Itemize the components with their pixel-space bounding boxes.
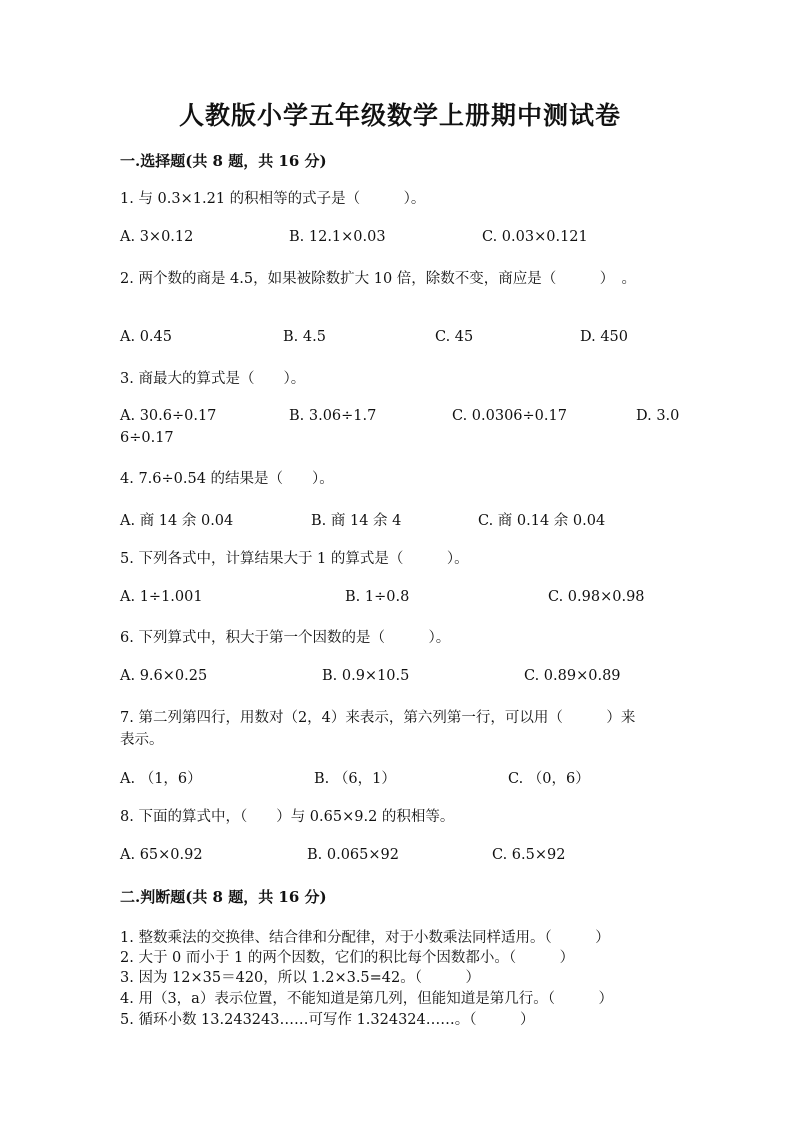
question-1-option-c: C. 0.03×0.121 — [482, 229, 588, 245]
question-1-option-a: A. 3×0.12 — [120, 229, 194, 245]
question-4-stem: 4. 7.6÷0.54 的结果是（ ）。 — [120, 471, 334, 487]
question-6-option-a: A. 9.6×0.25 — [120, 668, 208, 684]
question-2-option-c: C. 45 — [435, 329, 474, 345]
question-5-option-c: C. 0.98×0.98 — [548, 589, 645, 605]
true-false-item-4: 4. 用（3，a）表示位置，不能知道是第几列，但能知道是第几行。（ ） — [120, 991, 614, 1007]
question-3-option-c: C. 0.0306÷0.17 — [452, 408, 567, 424]
question-7-option-a: A. （1，6） — [120, 771, 202, 787]
question-3-option-b: B. 3.06÷1.7 — [289, 408, 377, 424]
question-1-stem: 1. 与 0.3×1.21 的积相等的式子是（ ）。 — [120, 191, 426, 207]
question-6-stem: 6. 下列算式中，积大于第一个因数的是（ ）。 — [120, 630, 451, 646]
question-6-option-b: B. 0.9×10.5 — [322, 668, 410, 684]
section-heading-true-false: 二.判断题(共 8 题，共 16 分) — [120, 888, 327, 906]
question-4-option-a: A. 商 14 余 0.04 — [120, 513, 234, 529]
question-7-option-b: B. （6，1） — [314, 771, 396, 787]
question-4-option-b: B. 商 14 余 4 — [311, 513, 402, 529]
page-title: 人教版小学五年级数学上册期中测试卷 — [178, 101, 621, 130]
question-8-option-a: A. 65×0.92 — [120, 847, 203, 863]
question-8-stem: 8. 下面的算式中，（ ）与 0.65×9.2 的积相等。 — [120, 809, 455, 825]
question-2-option-a: A. 0.45 — [120, 329, 172, 345]
question-3-option-d-continued: 6÷0.17 — [120, 430, 174, 446]
question-3-stem: 3. 商最大的算式是（ ）。 — [120, 371, 306, 387]
true-false-item-5: 5. 循环小数 13.243243……可写作 1.324324……。（ ） — [120, 1012, 535, 1028]
question-2-option-d: D. 450 — [580, 329, 629, 345]
question-8-option-b: B. 0.065×92 — [307, 847, 399, 863]
section-heading-choice: 一.选择题(共 8 题，共 16 分) — [120, 152, 327, 170]
question-8-option-c: C. 6.5×92 — [492, 847, 566, 863]
question-7-stem: 7. 第二列第四行，用数对（2，4）来表示，第六列第一行，可以用（ ）来 — [120, 710, 636, 726]
question-6-option-c: C. 0.89×0.89 — [524, 668, 621, 684]
question-4-option-c: C. 商 0.14 余 0.04 — [478, 513, 606, 529]
question-7-option-c: C. （0，6） — [508, 771, 590, 787]
question-7-stem-continued: 表示。 — [120, 732, 164, 748]
question-3-option-d: D. 3.0 — [636, 408, 680, 424]
question-5-option-b: B. 1÷0.8 — [345, 589, 410, 605]
true-false-item-1: 1. 整数乘法的交换律、结合律和分配律，对于小数乘法同样适用。（ ） — [120, 930, 610, 946]
true-false-item-3: 3. 因为 12×35＝420，所以 1.2×3.5=42。（ ） — [120, 970, 481, 986]
question-5-stem: 5. 下列各式中，计算结果大于 1 的算式是（ ）。 — [120, 551, 469, 567]
true-false-item-2: 2. 大于 0 而小于 1 的两个因数，它们的积比每个因数都小。（ ） — [120, 950, 575, 966]
question-2-stem: 2. 两个数的商是 4.5，如果被除数扩大 10 倍，除数不变，商应是（ ） 。 — [120, 271, 637, 287]
question-3-option-a: A. 30.6÷0.17 — [120, 408, 217, 424]
question-2-option-b: B. 4.5 — [283, 329, 326, 345]
question-1-option-b: B. 12.1×0.03 — [289, 229, 386, 245]
question-5-option-a: A. 1÷1.001 — [120, 589, 203, 605]
